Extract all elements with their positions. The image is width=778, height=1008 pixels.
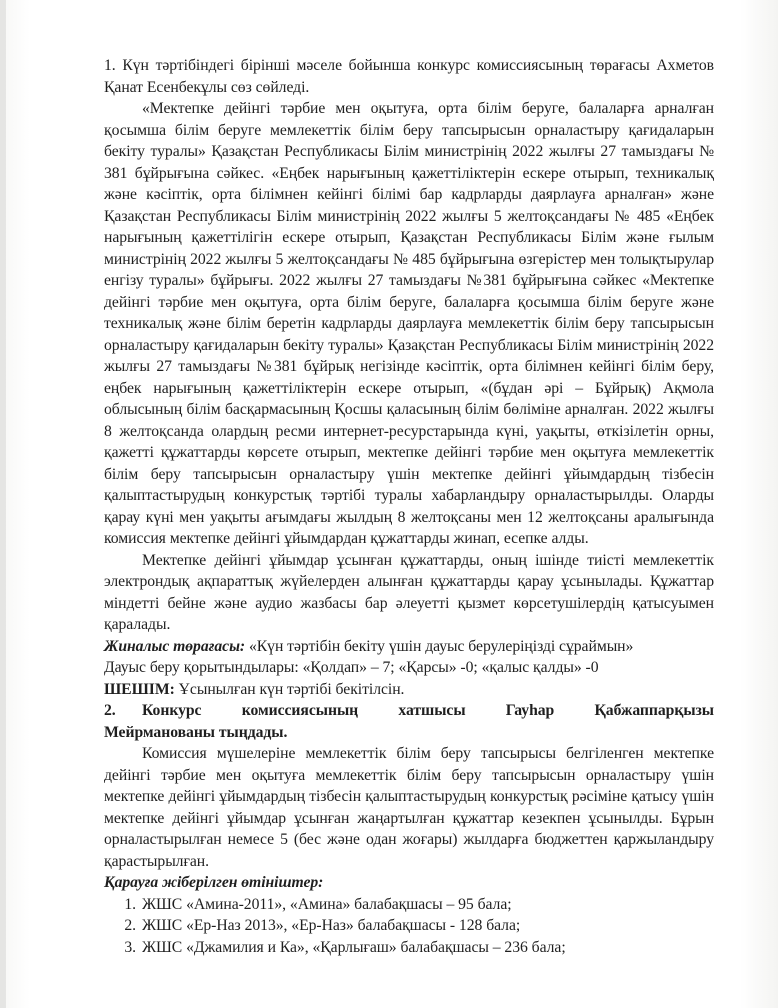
chair-text: «Күн тәртібін бекіту үшін дауыс берулеріңізді сұраймын»: [245, 637, 634, 655]
application-number: 3.: [124, 938, 136, 956]
scan-edge-shadow: [0, 0, 6, 1008]
application-text: ЖШС «Ер-Наз 2013», «Ер-Наз» балабақшасы - 128 бала;: [142, 917, 521, 934]
chair-label: Жиналыс төрағасы:: [104, 637, 246, 655]
document-body: [104, 55, 714, 958]
paragraph-legal-basis: «Мектепке дейінгі тәрбие мен оқытуға, орта білім беруге, балаларға арналған қосымша білім беруге мемлекеттік білім беру тапсырысын орналастыру қағидаларын бекіту туралы» Қазақстан Республикасы Білім министрінің 2022 жылғы 27 тамыздағы № 381 бұйрығына сәйкес. «Еңбек нарығының қажеттіліктерін ескере отырып, техникалық және кәсіптік, орта білімнен кейінгі білімі бар кадрларды даярлауға арналған» және Қазақстан Республикасы Білім министрінің 2022 жылғы 5 желтоқсандағы № 485 «Еңбек нарығының қажеттілігін ескере отырып, Қазақстан Республикасы Білім және ғылым министрінің 2022 жылғы 5 желтоқсандағы № 485 бұйрығына өзгерістер мен толықтырулар енгізу туралы» бұйрығы. 2022 жылғы 27 тамыздағы №381 бұйрығына сәйкес «Мектепке дейінгі тәрбие мен оқытуға, орта білім беруге, балаларға қосымша білім беруге және техникалық және білім беретін кадрларды даярлауға мемлекеттік білім беру тапсырысын орналастыру қағидаларын бекіту туралы» Қазақстан Республикасы Білім министрінің 2022 жылғы 27 тамыздағы №381 бұйрық негізінде кәсіптік, орта білімнен кейінгі білім беру, еңбек нарығының қажеттіліктерін ескере отырып, «(бұдан әрі – Бұйрық) Ақмола облысының білім басқармасының Қосшы қаласының білім бөліміне арналған. 2022 жылғы 8 желтоқсанда олардың ресми интернет-ресурстарында күні, уақыты, өткізілетін орны, қажетті құжаттарды көрсете отырып, мектепке дейінгі тәрбие мен оқытуға мемлекеттік білім беру тапсырысын орналастыру үшін мектепке дейінгі ұйымдардың тізбесін қалыптастырудың конкурстық тәртібі туралы хабарландыру орналастырылды. Оларды қарау күні мен уақыты ағымдағы жылдың 8 желтоқсаны мен 12 желтоқсаны аралығында комиссия мектепке дейінгі ұйымдардан құжаттарды жинап, есепке алды.: [104, 100, 714, 547]
applications-heading: Қарауға жіберілген өтініштер:: [104, 874, 324, 891]
chair-statement: [104, 636, 714, 658]
application-item: [104, 894, 714, 916]
agenda-item-2-line2: Мейрманованы тыңдады.: [104, 723, 288, 741]
application-text: ЖШС «Джамилия и Ка», «Қарлығаш» балабақшасы – 236 бала;: [142, 938, 566, 956]
agenda-item-2-line1: Конкурс комиссиясының хатшысы Гауһар Қабжаппарқызы: [142, 702, 714, 719]
paragraph-documents-review: Мектепке дейінгі ұйымдар ұсынған құжаттарды, оның ішінде тиісті мемлекеттік электрондық ақпараттық жүйелерден алынған құжаттарды қарау ұсынылады. Құжаттар міндетті бейне және аудио жазбасы бар әлеуетті қызмет көрсетушілердің қатысуымен қаралады.: [104, 551, 714, 633]
paragraph-commission-review: Комиссия мүшелеріне мемлекеттік білім беру тапсырысы белгіленген мектепке дейінгі тәрбие мен оқытуға мемлекеттік білім беру тапсырысын орналастыру үшін мектепке дейінгі ұйымдардың тізбесін қалыптастырудың конкурстық рәсіміне қатысу үшін мектепке дейінгі ұйымдар ұсынған жаңартылған құжаттар кезекпен ұсынылды. Бұрын орналастырылған немесе 5 (бес және одан жоғары) жылдарға бюджеттен қаржыландыру қарастырылған.: [104, 745, 714, 870]
application-text: ЖШС «Амина-2011», «Амина» балабақшасы – 95 бала;: [142, 895, 512, 913]
agenda-item-2-number: 2.: [104, 702, 116, 719]
vote-results: Дауыс беру қорытындылары: «Қолдап» – 7; «Қарсы» -0; «қалыс қалды» -0: [104, 659, 599, 676]
decision-label: ШЕШІМ:: [104, 680, 175, 698]
decision-text: Ұсынылған күн тәртібі бекітілсін.: [174, 680, 405, 698]
agenda-item-2-heading: [104, 700, 714, 722]
application-number: 2.: [124, 917, 136, 934]
application-item: [104, 915, 714, 937]
application-item: [104, 937, 714, 959]
decision-line: [104, 679, 714, 701]
application-number: 1.: [124, 895, 136, 913]
paragraph-agenda-item-1: 1. Күн тәртібіндегі бірінші мәселе бойынша конкурс комиссиясының төрағасы Ахметов Қанат Есенбекұлы сөз сөйледі.: [104, 57, 714, 96]
applications-list: [104, 894, 714, 959]
